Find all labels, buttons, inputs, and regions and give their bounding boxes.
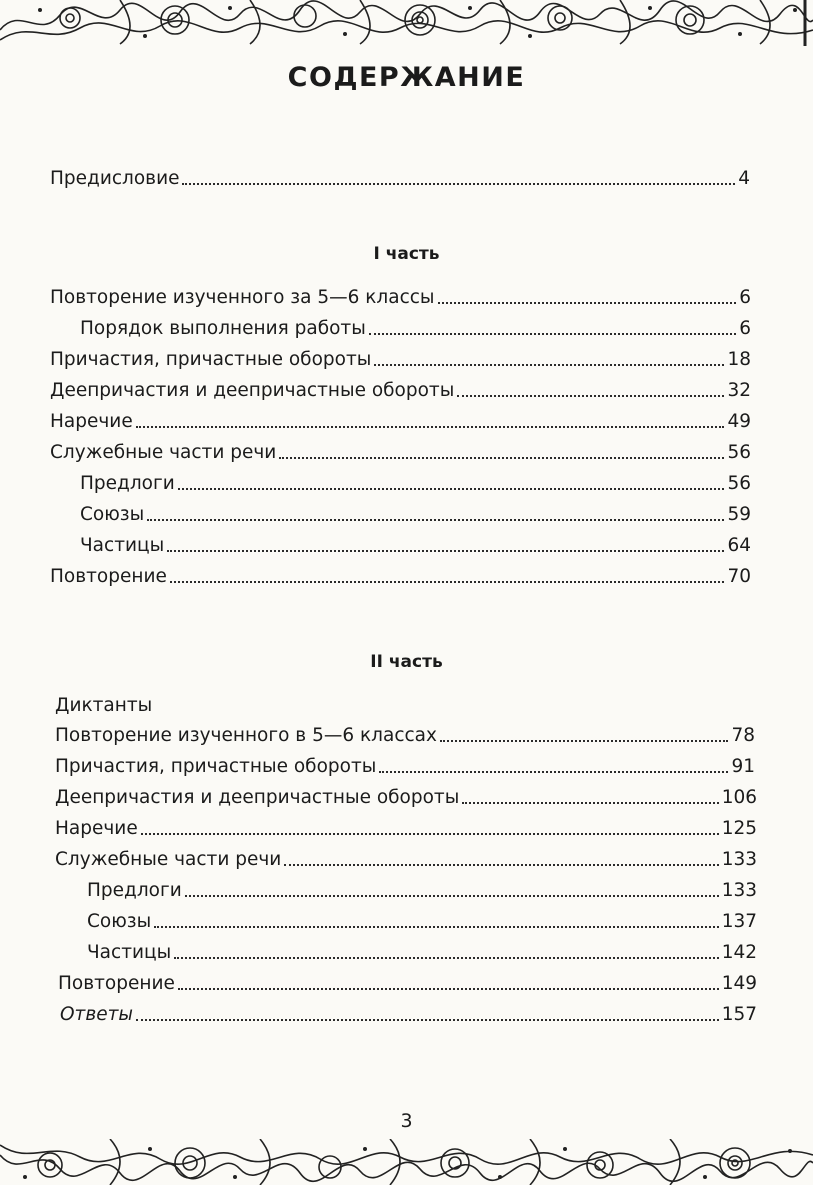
toc-entry-label: Причастия, причастные обороты	[55, 756, 377, 777]
toc-entry-page: 70	[727, 566, 751, 587]
toc-row[interactable]	[58, 971, 757, 997]
leader-dots	[369, 332, 736, 335]
toc-row[interactable]	[60, 1002, 757, 1028]
toc-entry-label: Предлоги	[80, 473, 175, 494]
toc-entry-label: Частицы	[80, 535, 165, 556]
leader-dots	[141, 832, 719, 835]
leader-dots	[182, 182, 735, 185]
leader-dots	[167, 549, 724, 552]
page-number: 3	[400, 1110, 413, 1132]
toc-entry-page: 49	[727, 411, 751, 432]
toc-entry-page: 157	[721, 1004, 757, 1025]
toc-entry-page: 142	[721, 942, 757, 963]
toc-entry-page: 133	[721, 880, 757, 901]
leader-dots	[174, 956, 718, 959]
toc-entry-label: Повторение изученного за 5—6 классы	[50, 287, 435, 308]
toc-entry-page: 125	[721, 818, 757, 839]
top-ornament-border	[0, 0, 813, 46]
leader-dots	[279, 456, 724, 459]
leader-dots	[154, 925, 718, 928]
toc-row[interactable]	[55, 847, 757, 873]
toc-entry-page: 32	[727, 380, 751, 401]
toc-row[interactable]	[80, 316, 751, 342]
toc-entry-label: Причастия, причастные обороты	[50, 349, 372, 370]
toc-row[interactable]	[87, 940, 757, 966]
toc-entry-page: 6	[739, 287, 751, 308]
leader-dots	[136, 1018, 719, 1021]
leader-dots	[178, 987, 719, 990]
toc-entry-label: Предлоги	[87, 880, 182, 901]
leader-dots	[284, 863, 718, 866]
leader-dots	[438, 301, 737, 304]
toc-entry-label: Союзы	[87, 911, 152, 932]
toc-entry-label: Предисловие	[50, 168, 180, 189]
toc-row[interactable]	[87, 909, 757, 935]
leader-dots	[178, 487, 725, 490]
leader-dots	[462, 801, 718, 804]
toc-row[interactable]	[55, 723, 755, 749]
toc-entry-page: 18	[727, 349, 751, 370]
leader-dots	[147, 518, 724, 521]
toc-entry-page: 56	[727, 473, 751, 494]
leader-dots	[440, 739, 729, 742]
toc-row[interactable]	[80, 502, 751, 528]
leader-dots	[374, 363, 724, 366]
toc-entry-page: 6	[739, 318, 751, 339]
toc-entry-label: Служебные части речи	[55, 849, 282, 870]
toc-entry-label: Ответы	[60, 1004, 134, 1025]
toc-entry-page: 64	[727, 535, 751, 556]
toc-row[interactable]	[50, 409, 751, 435]
toc-entry-page: 106	[721, 787, 757, 808]
toc-row[interactable]	[80, 471, 751, 497]
toc-entry-label: Служебные части речи	[50, 442, 277, 463]
toc-row[interactable]	[55, 816, 757, 842]
toc-entry-label: Частицы	[87, 942, 172, 963]
toc-entry-label: Повторение изученного в 5—6 классах	[55, 725, 437, 746]
part-2-heading: II часть	[370, 652, 443, 672]
toc-entry-page: 91	[731, 756, 755, 777]
toc-row[interactable]	[87, 878, 757, 904]
toc-entry-label: Повторение	[58, 973, 175, 994]
toc-entry-page: 133	[721, 849, 757, 870]
toc-entry-label: Наречие	[55, 818, 138, 839]
bottom-ornament-border	[0, 1139, 813, 1185]
toc-entry-page: 78	[731, 725, 755, 746]
toc-entry-label: Наречие	[50, 411, 133, 432]
toc-entry-label: Деепричастия и деепричастные обороты	[55, 787, 460, 808]
toc-entry-page: 59	[727, 504, 751, 525]
toc-entry-page: 149	[721, 973, 757, 994]
leader-dots	[136, 425, 725, 428]
toc-entry-page: 4	[738, 168, 750, 189]
toc-row[interactable]	[55, 785, 757, 811]
toc-row[interactable]	[80, 533, 751, 559]
toc-row[interactable]	[50, 564, 751, 590]
leader-dots	[185, 894, 719, 897]
toc-row[interactable]	[55, 754, 755, 780]
toc-entry-label: Деепричастия и деепричастные обороты	[50, 380, 455, 401]
leader-dots	[379, 770, 728, 773]
toc-entry-page: 137	[721, 911, 757, 932]
toc-row-preface[interactable]	[50, 166, 750, 192]
toc-row[interactable]	[50, 347, 751, 373]
leader-dots	[457, 394, 724, 397]
toc-row[interactable]	[50, 285, 751, 311]
page-title: СОДЕРЖАНИЕ	[287, 62, 526, 93]
toc-entry-label: Порядок выполнения работы	[80, 318, 366, 339]
toc-row[interactable]	[50, 378, 751, 404]
toc-entry-page: 56	[727, 442, 751, 463]
leader-dots	[170, 580, 725, 583]
toc-entry-label: Повторение	[50, 566, 167, 587]
section-label-dictations: Диктанты	[55, 695, 153, 716]
toc-row[interactable]	[50, 440, 751, 466]
part-1-heading: I часть	[373, 244, 440, 264]
toc-entry-label: Союзы	[80, 504, 145, 525]
